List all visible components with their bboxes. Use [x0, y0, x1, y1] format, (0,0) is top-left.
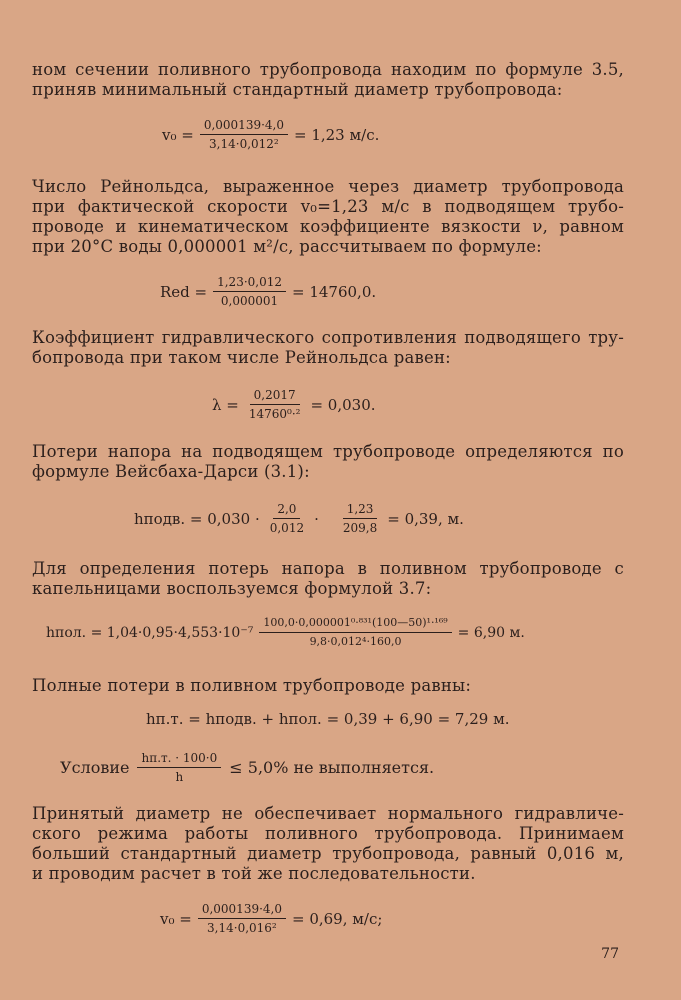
- paragraph-friction: [32, 328, 624, 368]
- formula-velocity: v₀ = $\frac{0,000139\cdot 4,0}{\text{3,14·0,012²}}$ = 1,23 м/с.: [162, 118, 380, 151]
- paragraph-conclusion: [32, 804, 624, 884]
- text-line: Число Рейнольдса, выраженное через диаметр трубопровода: [32, 177, 624, 196]
- text-line: больший стандартный диаметр трубопровода, равный 0,016 м,: [32, 844, 624, 863]
- paragraph-drip-loss: [32, 559, 624, 599]
- text-line: ном сечении поливного трубопровода находим по формуле 3.5,: [32, 60, 624, 79]
- formula-weisbach-darcy: hподв. = 0,030 · $\frac{2,0}{0,012}$ · $\frac{1,23}{209,8}$ = 0,39, м.: [134, 502, 464, 535]
- text-line: ского режима работы поливного трубопровода. Принимаем: [32, 824, 624, 843]
- text-line: Принятый диаметр не обеспечивает нормального гидравличе-: [32, 804, 624, 823]
- text-line: Потери напора на подводящем трубопроводе определяются по: [32, 442, 624, 461]
- formula-total-loss: hп.т. = hподв. + hпол. = 0,39 + 6,90 = 7,29 м.: [146, 710, 510, 728]
- text-line: формуле Вейсбаха-Дарси (3.1):: [32, 462, 310, 481]
- text-line: и проводим расчет в той же последовательности.: [32, 864, 476, 883]
- text-line: Полные потери в поливном трубопроводе равны:: [32, 676, 472, 695]
- paragraph-total-loss: [32, 676, 624, 696]
- text-line: проводе и кинематическом коэффициенте вязкости ν, равном: [32, 217, 624, 236]
- paragraph-reynolds: [32, 177, 624, 257]
- text-line: Для определения потерь напора в поливном трубопроводе с: [32, 559, 624, 578]
- formula-reynolds: Rеd = $\frac{1,23\cdot 0,012}{0,000001}$ = 14760,0.: [160, 275, 377, 308]
- text-line: Коэффициент гидравлического сопротивления подводящего тру-: [32, 328, 624, 347]
- text-line: приняв минимальный стандартный диаметр трубопровода:: [32, 80, 563, 99]
- text-line: бопровода при таком числе Рейнольдса равен:: [32, 348, 451, 367]
- formula-velocity-revised: v₀ = $\frac{0,000139\cdot 4,0}{\text{3,14·0,016²}}$ = 0,69, м/с;: [160, 902, 383, 935]
- formula-condition: Условие $\frac{hп.т. \cdot 100\cdot 0}{h}$ ≤ 5,0% не выполняется.: [60, 751, 435, 784]
- paragraph-intro: [32, 60, 624, 100]
- text-line: при 20°С воды 0,000001 м²/с, рассчитываем по формуле:: [32, 237, 542, 256]
- formula-drip-pipe-loss: hпол. = 1,04·0,95·4,553·10⁻⁷ $\frac{\text{100,0·0,000001⁰·⁸³¹(100—50)¹·¹⁶⁹}}{\text{9,8·0,012⁴·160,0}}$ = 6,90 м.: [46, 616, 525, 648]
- formula-lambda: λ = $\frac{0,2017}{\text{14760⁰·²}}$ = 0,030.: [212, 388, 376, 421]
- page-number: 77: [601, 946, 619, 962]
- text-line: при фактической скорости v₀=1,23 м/с в подводящем трубо-: [32, 197, 624, 216]
- text-line: капельницами воспользуемся формулой 3.7:: [32, 579, 432, 598]
- paragraph-head-loss: [32, 442, 624, 482]
